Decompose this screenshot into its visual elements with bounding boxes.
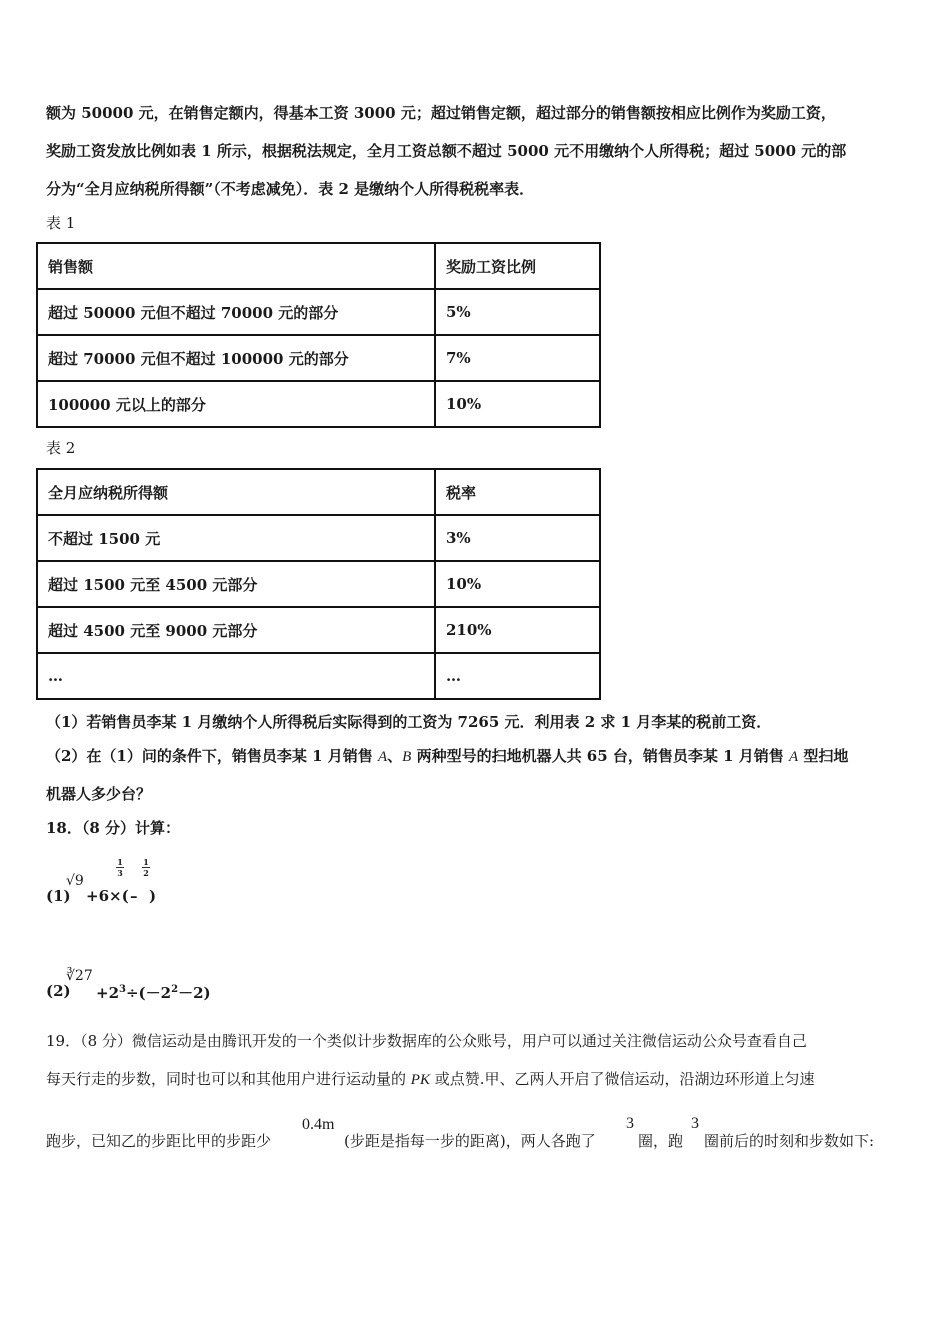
table-cell: 3% xyxy=(435,515,600,561)
q19-line-3b: (步距是指每一步的距离)，两人各跑了 xyxy=(344,1132,596,1150)
table1 xyxy=(36,242,601,428)
q17-part2-text: （2）在（1）问的条件下，销售员李某 1 月销售 xyxy=(46,747,378,765)
q19-line-3a: 跑步，已知乙的步距比甲的步距少 xyxy=(46,1132,272,1150)
step-diff-value xyxy=(302,1116,334,1134)
table-header-cell: 奖励工资比例 xyxy=(435,243,600,289)
q19-line-3c: 圈，跑 xyxy=(638,1132,684,1150)
table-header-cell: 销售额 xyxy=(37,243,435,289)
table-cell: 超过 4500 元至 9000 元部分 xyxy=(37,607,435,653)
laps-number: 3 xyxy=(626,1115,634,1132)
q18-title: 18．（8 分）计算： xyxy=(46,819,181,837)
table-header-row xyxy=(37,243,600,289)
cube-root-27: ∛27 xyxy=(66,968,93,984)
q19-line-2 xyxy=(46,1068,815,1089)
q17-part2-text: 型扫地 xyxy=(798,747,849,765)
q18-expr1-rest: +6×( xyxy=(86,887,129,905)
table-cell: 10% xyxy=(435,561,600,607)
separator: 、 xyxy=(387,747,403,765)
table-row xyxy=(37,335,600,381)
table2-caption: 表 2 xyxy=(46,439,76,457)
q17-part2-cont: 机器人多少台？ xyxy=(46,785,152,803)
sqrt-9: √9 xyxy=(66,873,84,889)
fraction-denominator: 3 xyxy=(117,868,123,878)
table-row xyxy=(37,381,600,427)
table-cell: 210% xyxy=(435,607,600,653)
q18-expr2-label: (2) xyxy=(46,982,71,1000)
table2 xyxy=(36,468,601,700)
table-cell: 超过 70000 元但不超过 100000 元的部分 xyxy=(37,335,435,381)
fraction-numerator: 1 xyxy=(117,857,123,867)
expr-text: －2) xyxy=(178,984,211,1002)
table-row xyxy=(37,607,600,653)
table-cell: … xyxy=(37,653,435,699)
table1-caption: 表 1 xyxy=(46,214,76,232)
table-row xyxy=(37,289,600,335)
table-cell: 不超过 1500 元 xyxy=(37,515,435,561)
expr-text: ÷(－2 xyxy=(125,984,172,1002)
intro-line-2: 奖励工资发放比例如表 1 所示，根据税法规定，全月工资总额不超过 5000 元不用缴纳个人所得税；超过 5000 元的部 xyxy=(46,142,847,160)
table-row xyxy=(37,515,600,561)
q19-line-1: 19．（8 分）微信运动是由腾讯开发的一个类似计步数据库的公众账号，用户可以通过关注微信运动公众号查看自己 xyxy=(46,1032,807,1050)
fraction-2 xyxy=(142,857,150,878)
table-cell: 超过 1500 元至 4500 元部分 xyxy=(37,561,435,607)
table-header-cell: 全月应纳税所得额 xyxy=(37,469,435,515)
table-header-cell: 税率 xyxy=(435,469,600,515)
q19-text: 每天行走的步数，同时也可以和其他用户进行运动量的 xyxy=(46,1070,411,1088)
intro-line-3: 分为“全月应纳税所得额”（不考虑减免）．表 2 是缴纳个人所得税税率表． xyxy=(46,180,535,198)
q19-text: 或点赞.甲、乙两人开启了微信运动，沿湖边环形道上匀速 xyxy=(429,1070,815,1088)
table-cell: 100000 元以上的部分 xyxy=(37,381,435,427)
exponent: 2 xyxy=(171,984,179,995)
exponent: 3 xyxy=(119,984,126,995)
table-cell: 10% xyxy=(435,381,600,427)
q18-expr1-label: (1) xyxy=(46,887,71,905)
table-row xyxy=(37,653,600,699)
math-value: 0.4m xyxy=(302,1116,335,1133)
var-b: B xyxy=(402,749,412,765)
q17-part2 xyxy=(46,745,848,766)
table-row xyxy=(37,561,600,607)
var-pk: PK xyxy=(410,1072,430,1088)
fraction-numerator: 1 xyxy=(143,857,149,867)
q17-part1: （1）若销售员李某 1 月缴纳个人所得税后实际得到的工资为 7265 元．利用表 2 求 1 月李某的税前工资． xyxy=(46,713,772,731)
minus-sign: – xyxy=(130,887,138,905)
q18-expr2-rest xyxy=(96,982,211,1003)
table-cell: … xyxy=(435,653,600,699)
q19-line-3d: 圈前后的时刻和步数如下: xyxy=(704,1132,875,1150)
intro-line-1: 额为 50000 元，在销售定额内，得基本工资 3000 元；超过销售定额，超过部分的销售额按相应比例作为奖励工资， xyxy=(46,104,836,122)
fraction-denominator: 2 xyxy=(143,868,149,878)
fraction-1 xyxy=(116,857,124,878)
var-a: A xyxy=(377,749,388,765)
expr-text: +2 xyxy=(96,984,120,1002)
var-a: A xyxy=(789,749,799,765)
laps-number: 3 xyxy=(691,1115,699,1132)
table-cell: 5% xyxy=(435,289,600,335)
close-paren: ) xyxy=(149,887,157,905)
q17-part2-text: 两种型号的扫地机器人共 65 台，销售员李某 1 月销售 xyxy=(411,747,789,765)
table-header-row xyxy=(37,469,600,515)
table-cell: 超过 50000 元但不超过 70000 元的部分 xyxy=(37,289,435,335)
table-cell: 7% xyxy=(435,335,600,381)
